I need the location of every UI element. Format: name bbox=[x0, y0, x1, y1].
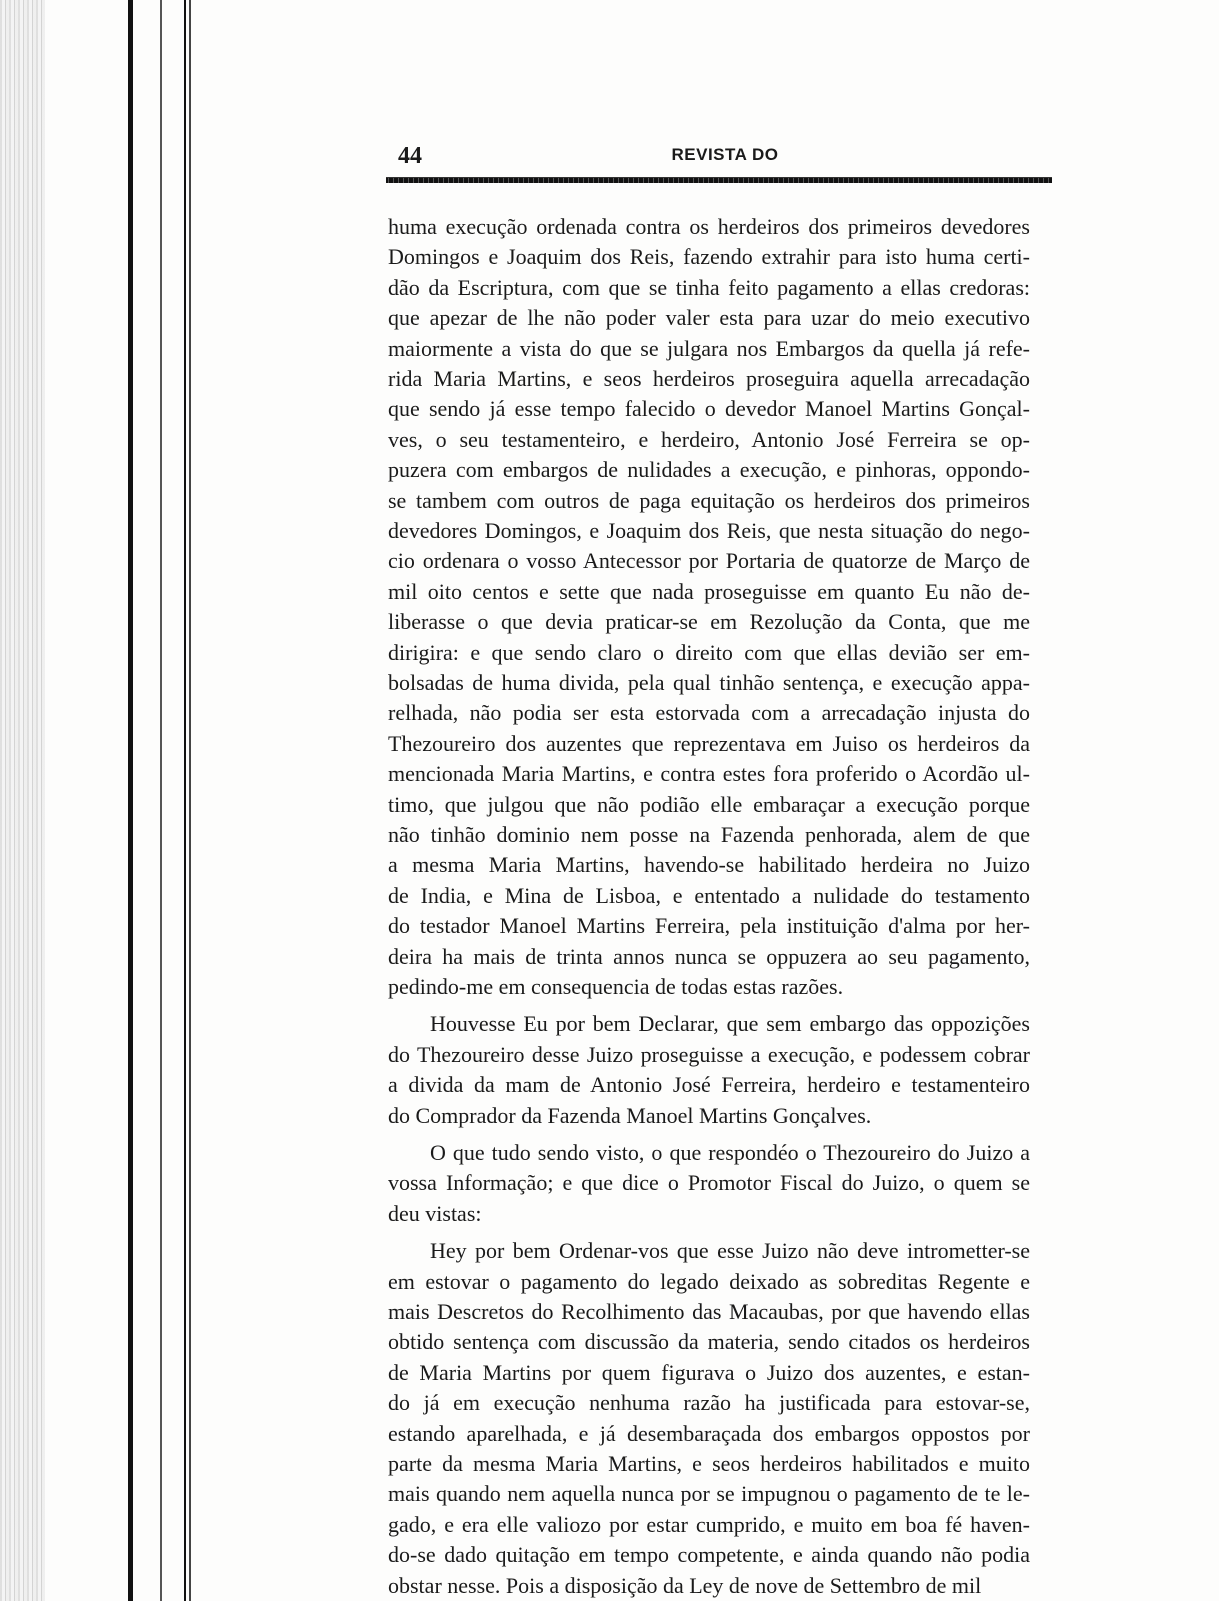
text-line: obstar nesse. Pois a disposição da Ley de nove de Settembro de mil bbox=[388, 1572, 982, 1598]
text-line: pedindo-me em consequencia de todas estas razões. bbox=[388, 974, 844, 999]
text-line: obtido sentença com discussão da materia, sendo citados os herdeiros bbox=[388, 1329, 1030, 1355]
binding-line bbox=[160, 0, 162, 1601]
page-number: 44 bbox=[398, 143, 422, 169]
text-line: Hey por bem Ordenar-vos que esse Juizo não deve intrometter-se bbox=[430, 1238, 1030, 1264]
text-line: bolsadas de huma divida, pela qual tinhão sentença, e execução appa- bbox=[388, 670, 1030, 695]
text-line: dão da Escriptura, com que se tinha feito pagamento a ellas credoras: bbox=[388, 274, 1030, 300]
text-line: huma execução ordenada contra os herdeiros dos primeiros devedores bbox=[388, 214, 1030, 239]
text-line: mencionada Maria Martins, e contra estes fora proferido o Acordão ul- bbox=[388, 761, 1030, 787]
binding-line bbox=[128, 0, 133, 1601]
header-rule bbox=[386, 177, 1052, 183]
text-line: de India, e Mina de Lisboa, e ententado a nulidade do testamento bbox=[388, 882, 1030, 908]
binding-line bbox=[189, 0, 191, 1601]
text-line: que apezar de lhe não poder valer esta para uzar do meio executivo bbox=[388, 305, 1030, 331]
text-line: timo, que julgou que não podião elle embaraçar a execução porque bbox=[388, 791, 1030, 817]
text-line: vossa Informação; e que dice o Promotor Fiscal do Juizo, o quem se bbox=[388, 1170, 1030, 1196]
text-line: estando aparelhada, e já desembaraçada dos embargos oppostos por bbox=[388, 1420, 1030, 1446]
text-line: liberasse o que devia praticar-se em Rezolução da Conta, que me bbox=[388, 609, 1030, 635]
text-line: em estovar o pagamento do legado deixado as sobreditas Regente e bbox=[388, 1268, 1030, 1294]
text-line: O que tudo sendo visto, o que respondéo o Thezoureiro do Juizo a bbox=[430, 1140, 1030, 1165]
text-line: que sendo já esse tempo falecido o devedor Manoel Martins Gonçal- bbox=[388, 396, 1030, 422]
text-line: deu vistas: bbox=[388, 1200, 482, 1226]
text-line: dirigira: e que sendo claro o direito com que ellas devião ser em- bbox=[388, 639, 1030, 665]
text-line: a divida da mam de Antonio José Ferreira, herdeiro e testamenteiro bbox=[388, 1072, 1030, 1098]
text-line: não tinhão dominio nem posse na Fazenda penhorada, alem de que bbox=[388, 822, 1030, 847]
text-line: a mesma Maria Martins, havendo-se habilitado herdeira no Juizo bbox=[388, 852, 1030, 878]
text-line: ves, o seu testamenteiro, e herdeiro, Antonio José Ferreira se op- bbox=[388, 426, 1030, 452]
text-line: mais quando nem aquella nunca por se impugnou o pagamento de te le- bbox=[388, 1481, 1030, 1507]
text-line: de Maria Martins por quem figurava o Juizo dos auzentes, e estan- bbox=[388, 1359, 1030, 1385]
text-line: mil oito centos e sette que nada proseguisse em quanto Eu não de- bbox=[388, 578, 1030, 604]
text-line: do testador Manoel Martins Ferreira, pela instituição d'alma por her- bbox=[388, 913, 1030, 939]
text-line: puzera com embargos de nulidades a execução, e pinhoras, oppondo- bbox=[388, 457, 1030, 483]
text-line: mais Descretos do Recolhimento das Macaubas, por que havendo ellas bbox=[388, 1299, 1030, 1324]
text-line: Houvesse Eu por bem Declarar, que sem embargo das oppozições bbox=[430, 1011, 1030, 1037]
binding-line bbox=[184, 0, 186, 1601]
text-line: Thezoureiro dos auzentes que reprezentava em Juiso os herdeiros da bbox=[388, 730, 1030, 756]
text-line: devedores Domingos, e Joaquim dos Reis, que nesta situação do nego- bbox=[388, 518, 1030, 543]
text-line: parte da mesma Maria Martins, e seos herdeiros habilitados e muito bbox=[388, 1451, 1030, 1476]
text-line: do Thezoureiro desse Juizo proseguisse a execução, e podessem cobrar bbox=[388, 1041, 1030, 1067]
text-line: rida Maria Martins, e seos herdeiros proseguira aquella arrecadação bbox=[388, 366, 1030, 391]
text-line: do Comprador da Fazenda Manoel Martins Gonçalves. bbox=[388, 1102, 872, 1128]
text-line: cio ordenara o vosso Antecessor por Portaria de quatorze de Março de bbox=[388, 548, 1030, 574]
text-line: Domingos e Joaquim dos Reis, fazendo extrahir para isto huma certi- bbox=[388, 244, 1030, 270]
text-line: se tambem com outros de paga equitação os herdeiros dos primeiros bbox=[388, 487, 1030, 513]
text-line: deira ha mais de trinta annos nunca se oppuzera ao seu pagamento, bbox=[388, 943, 1030, 969]
page-gutter-scan-edge bbox=[0, 0, 45, 1601]
running-title: REVISTA DO bbox=[671, 145, 779, 164]
text-line: relhada, não podia ser esta estorvada com a arrecadação injusta do bbox=[388, 700, 1030, 726]
text-line: do já em execução nenhuma razão ha justificada para estovar-se, bbox=[388, 1390, 1030, 1416]
text-line: gado, e era elle valiozo por estar cumprido, e muito em boa fé haven- bbox=[388, 1511, 1030, 1537]
text-line: maiormente a vista do que se julgara nos Embargos da quella já refe- bbox=[388, 335, 1030, 361]
text-line: do-se dado quitação em tempo competente, e ainda quando não podia bbox=[388, 1542, 1030, 1568]
